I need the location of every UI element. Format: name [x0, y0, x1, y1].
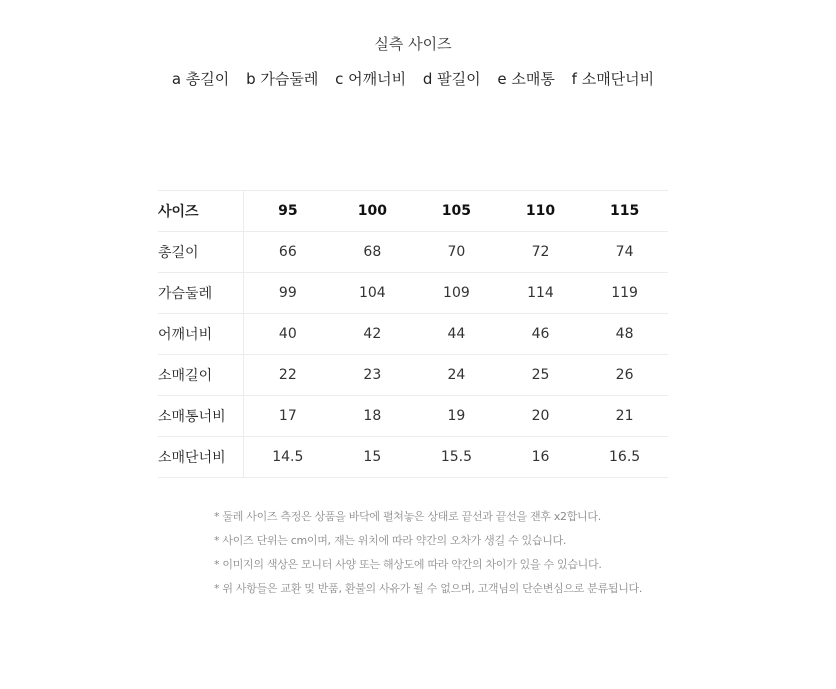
header-size-cell: 110 — [525, 203, 556, 219]
note-line: * 사이즈 단위는 cm이며, 재는 위치에 따라 약간의 오차가 생길 수 있습니다. — [214, 534, 567, 547]
note-line: * 둘레 사이즈 측정은 상품을 바닥에 펼쳐놓은 상태로 끝선과 끝선을 잰후 x2합니다. — [214, 510, 601, 523]
legend-item-a: a 총길이 — [171, 70, 230, 88]
row-label: 소매단너비 — [158, 437, 244, 478]
header-size-cell: 115 — [609, 203, 640, 219]
table-cell: 46 — [531, 326, 550, 342]
table-cell: 18 — [363, 408, 382, 424]
table-cell: 48 — [615, 326, 634, 342]
table-cell: 40 — [278, 326, 297, 342]
table-cell: 74 — [615, 244, 634, 260]
table-cell: 15.5 — [440, 449, 472, 465]
table-cell: 104 — [358, 285, 386, 301]
legend-item-e: e 소매통 — [497, 70, 555, 88]
page-title: 실측 사이즈 — [374, 35, 452, 53]
table-cell: 114 — [527, 285, 554, 301]
table-cell: 72 — [531, 244, 550, 260]
header-size-label: 사이즈 — [158, 191, 244, 232]
table-cell: 25 — [531, 367, 550, 383]
table-cell: 21 — [615, 408, 634, 424]
legend-item-c: c 어깨너비 — [335, 70, 407, 88]
table-cell: 119 — [611, 285, 638, 301]
table-cell: 66 — [278, 244, 297, 260]
table-row — [158, 273, 668, 314]
note-line: * 위 사항들은 교환 및 반품, 환불의 사유가 될 수 없으며, 고객님의 단순변심으로 분류됩니다. — [214, 582, 643, 595]
row-label: 총길이 — [158, 232, 244, 273]
size-notes — [214, 505, 642, 601]
size-table — [158, 190, 668, 478]
table-cell: 24 — [447, 367, 466, 383]
table-cell: 109 — [443, 285, 470, 301]
table-cell: 22 — [278, 367, 297, 383]
row-label: 소매통너비 — [158, 396, 244, 437]
table-cell: 68 — [363, 244, 382, 260]
table-cell: 17 — [278, 408, 297, 424]
table-cell: 70 — [447, 244, 466, 260]
table-row — [158, 232, 668, 273]
table-row — [158, 437, 668, 478]
row-label: 가슴둘레 — [158, 273, 244, 314]
table-cell: 14.5 — [272, 449, 304, 465]
table-cell: 26 — [615, 367, 634, 383]
table-cell: 15 — [363, 449, 382, 465]
table-row — [158, 314, 668, 355]
legend-item-d: d 팔길이 — [422, 70, 481, 88]
table-cell: 99 — [278, 285, 297, 301]
table-cell: 16.5 — [609, 449, 641, 465]
legend-item-b: b 가슴둘레 — [246, 70, 319, 88]
row-label: 소매길이 — [158, 355, 244, 396]
header-size-cell: 100 — [357, 203, 387, 219]
table-row — [158, 355, 668, 396]
legend-item-f: f 소매단너비 — [571, 70, 655, 88]
row-label: 어깨너비 — [158, 314, 244, 355]
header-size-cell: 105 — [441, 203, 472, 219]
table-cell: 16 — [531, 449, 550, 465]
table-cell: 23 — [363, 367, 382, 383]
table-header-row — [158, 191, 668, 232]
table-row — [158, 396, 668, 437]
note-line: * 이미지의 색상은 모니터 사양 또는 해상도에 따라 약간의 차이가 있을 수 있습니다. — [214, 558, 602, 571]
table-cell: 19 — [447, 408, 466, 424]
table-cell: 20 — [531, 408, 550, 424]
header-size-cell: 95 — [278, 203, 298, 219]
table-cell: 44 — [447, 326, 466, 342]
table-cell: 42 — [363, 326, 382, 342]
measurement-legend — [0, 68, 826, 89]
